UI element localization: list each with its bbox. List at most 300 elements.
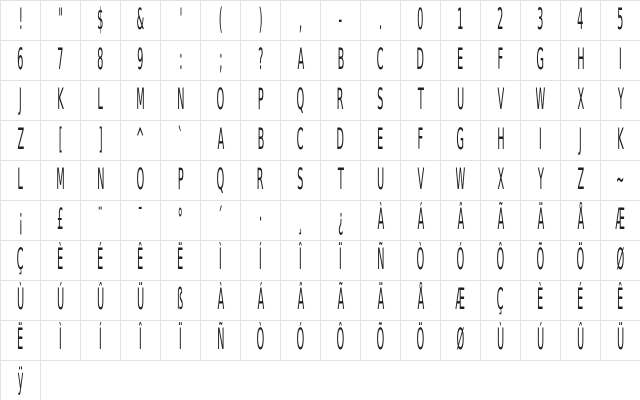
glyph-cell[interactable] [481,161,521,201]
glyph-cell[interactable] [161,201,201,241]
glyph-cell[interactable] [41,281,81,321]
glyph: À [377,202,384,236]
glyph: ^ [136,122,145,156]
glyph: Á [257,282,264,316]
glyph-cell[interactable] [161,161,201,201]
glyph-cell[interactable] [81,161,121,201]
glyph: 5 [617,2,624,36]
glyph: Ù [16,282,25,316]
glyph: ¨ [98,202,103,236]
glyph-cell[interactable] [361,241,401,281]
glyph: Ä [377,282,384,316]
glyph: Ú [56,282,65,316]
glyph: V [417,162,424,196]
glyph: I [539,122,542,156]
empty-area [41,361,640,400]
glyph-cell[interactable] [481,321,521,361]
glyph: Ç [17,242,24,276]
glyph-cell[interactable] [521,201,561,241]
glyph: C [297,122,304,156]
glyph-cell[interactable] [561,161,601,201]
glyph: O [216,82,225,116]
glyph: ° [178,202,183,236]
glyph-row [1,161,640,201]
glyph: " [58,2,63,36]
glyph: Ì [59,322,62,356]
glyph: Õ [376,322,385,356]
glyph: R [337,82,344,116]
glyph: ¸ [298,202,303,236]
glyph: Á [417,202,424,236]
glyph: Ô [336,322,345,356]
glyph-cell[interactable] [361,81,401,121]
glyph: È [57,242,64,276]
glyph-cell[interactable] [561,321,601,361]
glyph-cell[interactable] [321,81,361,121]
glyph: R [257,162,264,196]
glyph: T [337,162,344,196]
glyph: Q [216,162,225,196]
glyph: Ü [136,282,145,316]
glyph-cell[interactable] [201,241,241,281]
glyph: ß [177,282,184,316]
glyph-cell[interactable] [441,161,481,201]
glyph: Ë [17,322,24,356]
glyph-cell[interactable] [201,81,241,121]
glyph: Ì [219,242,222,276]
glyph: K [57,82,64,116]
glyph-cell[interactable] [361,121,401,161]
glyph: Ö [576,242,585,276]
glyph: Y [537,162,544,196]
glyph-cell[interactable] [401,81,441,121]
glyph: L [97,82,104,116]
glyph: X [497,162,504,196]
glyph-row [1,1,640,41]
glyph-cell[interactable] [81,81,121,121]
glyph-cell[interactable] [121,1,161,41]
glyph: [ [58,122,63,156]
glyph: & [136,2,145,36]
glyph: W [455,162,466,196]
glyph: Ó [456,242,465,276]
glyph: N [96,162,105,196]
glyph-cell[interactable] [241,281,281,321]
glyph: Å [417,282,424,316]
glyph: Í [99,322,102,356]
glyph: Ò [256,322,265,356]
glyph: Ü [616,322,625,356]
glyph-cell[interactable] [321,1,361,41]
glyph-cell[interactable] [441,41,481,81]
glyph: ¡ [18,202,23,236]
glyph-cell[interactable] [41,41,81,81]
glyph-cell[interactable] [121,321,161,361]
glyph-cell[interactable] [161,1,201,41]
glyph-cell[interactable] [601,201,640,241]
glyph: Ê [137,242,144,276]
glyph: Ö [416,322,425,356]
glyph: J [19,82,22,116]
glyph-row [1,241,640,281]
glyph: Ã [497,202,504,236]
glyph-cell[interactable] [201,41,241,81]
glyph-cell[interactable] [601,161,640,201]
glyph-cell[interactable] [1,121,41,161]
glyph: Õ [536,242,545,276]
glyph-cell[interactable] [1,1,41,41]
glyph-cell[interactable] [321,241,361,281]
glyph: M [136,82,145,116]
glyph-cell[interactable] [481,281,521,321]
glyph-cell[interactable] [161,281,201,321]
glyph: E [377,122,384,156]
glyph-cell[interactable] [281,1,321,41]
glyph-cell[interactable] [561,81,601,121]
glyph-cell[interactable] [481,1,521,41]
glyph-cell[interactable] [161,321,201,361]
glyph-cell[interactable] [1,161,41,201]
glyph: A [297,42,304,76]
glyph: Ä [537,202,544,236]
glyph-cell[interactable] [441,321,481,361]
glyph-cell[interactable] [481,121,521,161]
glyph: ( [218,2,223,36]
glyph-cell[interactable] [441,1,481,41]
glyph-cell[interactable] [41,161,81,201]
glyph: B [337,42,344,76]
glyph: O [136,162,145,196]
glyph: Å [577,202,584,236]
glyph-cell[interactable] [521,81,561,121]
glyph: Ç [497,282,504,316]
glyph-cell[interactable] [321,41,361,81]
glyph: Û [576,322,585,356]
glyph: Ù [496,322,505,356]
glyph: Ñ [376,242,385,276]
glyph: ~ [616,162,625,196]
glyph-cell[interactable] [361,41,401,81]
glyph: $ [97,2,104,36]
glyph-cell[interactable] [201,161,241,201]
glyph: F [417,122,424,156]
glyph-cell[interactable] [401,281,441,321]
glyph: W [535,82,546,116]
glyph-cell[interactable] [521,321,561,361]
glyph: Î [299,242,302,276]
glyph-cell[interactable] [561,241,601,281]
glyph-cell[interactable] [561,1,601,41]
glyph-cell[interactable] [401,1,441,41]
glyph-cell[interactable] [41,1,81,41]
glyph-cell[interactable] [401,121,441,161]
glyph: Î [139,322,142,356]
glyph: Û [96,282,105,316]
glyph-cell[interactable] [321,161,361,201]
glyph-cell[interactable] [401,241,441,281]
glyph-cell[interactable] [521,41,561,81]
glyph-cell[interactable] [441,201,481,241]
glyph: Ï [179,322,182,356]
glyph: I [619,42,622,76]
glyph: 6 [17,42,24,76]
glyph: Ø [456,322,465,356]
glyph-cell[interactable] [1,281,41,321]
glyph-cell[interactable] [1,241,41,281]
glyph: C [377,42,384,76]
glyph: E [457,42,464,76]
glyph: Ó [296,322,305,356]
glyph: V [497,82,504,116]
glyph-cell[interactable] [441,81,481,121]
glyph-cell[interactable] [41,121,81,161]
glyph-cell[interactable] [321,281,361,321]
glyph: J [579,122,582,156]
glyph: G [536,42,545,76]
glyph: Æ [455,282,466,316]
glyph: Ô [496,242,505,276]
glyph-cell[interactable] [201,321,241,361]
glyph-cell[interactable] [41,201,81,241]
glyph-cell[interactable] [1,321,41,361]
glyph-cell[interactable] [521,121,561,161]
glyph-cell[interactable] [521,281,561,321]
glyph: È [537,282,544,316]
glyph: ) [258,2,263,36]
glyph: 9 [137,42,144,76]
glyph: K [617,122,624,156]
glyph-cell[interactable] [1,201,41,241]
glyph-cell[interactable] [241,81,281,121]
glyph-cell[interactable] [201,1,241,41]
glyph: ? [257,42,264,76]
glyph: T [417,82,424,116]
glyph-cell[interactable] [601,281,640,321]
glyph-row [1,41,640,81]
glyph-cell[interactable] [361,321,401,361]
glyph: Z [577,162,584,196]
glyph-cell[interactable] [161,41,201,81]
glyph: É [97,242,104,276]
glyph-cell[interactable] [441,121,481,161]
glyph-cell[interactable] [321,201,361,241]
glyph: 8 [97,42,104,76]
glyph-cell[interactable] [201,281,241,321]
glyph-cell[interactable] [281,281,321,321]
glyph: Ø [616,242,625,276]
glyph-cell[interactable] [201,121,241,161]
glyph-cell[interactable] [121,161,161,201]
glyph-cell[interactable] [441,281,481,321]
glyph-cell[interactable] [41,241,81,281]
glyph: Ï [339,242,342,276]
glyph-cell[interactable] [1,81,41,121]
glyph: Â [297,282,304,316]
glyph: S [377,82,384,116]
glyph-cell[interactable] [361,161,401,201]
glyph-cell[interactable] [401,201,441,241]
glyph: D [336,122,345,156]
glyph: - [338,2,343,36]
glyph-cell[interactable] [401,321,441,361]
glyph-cell[interactable] [481,241,521,281]
glyph-cell[interactable] [1,41,41,81]
glyph-cell[interactable] [121,281,161,321]
glyph: D [416,42,425,76]
glyph-cell[interactable] [41,81,81,121]
glyph-cell[interactable] [241,1,281,41]
glyph-cell[interactable] [361,1,401,41]
glyph: N [176,82,185,116]
glyph: Í [259,242,262,276]
glyph-cell[interactable] [361,201,401,241]
glyph: U [376,162,385,196]
glyph-cell[interactable] [121,41,161,81]
glyph-cell[interactable] [601,41,640,81]
glyph-cell[interactable] [561,41,601,81]
glyph-cell[interactable] [601,241,640,281]
glyph-cell[interactable] [281,81,321,121]
glyph: , [298,2,303,36]
glyph: É [577,282,584,316]
glyph: ' [179,2,182,36]
glyph-cell[interactable] [121,201,161,241]
glyph: · [258,202,263,236]
glyph-cell[interactable] [281,201,321,241]
glyph: ´ [218,202,223,236]
glyph: L [17,162,24,196]
glyph: Y [617,82,624,116]
glyph-cell[interactable] [241,161,281,201]
glyph-cell[interactable] [521,241,561,281]
glyph-cell[interactable] [281,241,321,281]
glyph: Ë [177,242,184,276]
glyph-cell[interactable] [81,281,121,321]
glyph-cell[interactable] [561,281,601,321]
glyph-cell[interactable] [361,281,401,321]
glyph-cell[interactable] [281,321,321,361]
glyph: H [576,42,585,76]
glyph-cell[interactable] [241,201,281,241]
glyph-cell[interactable] [241,321,281,361]
glyph-cell[interactable] [161,81,201,121]
glyph: ] [98,122,103,156]
glyph-cell[interactable] [241,121,281,161]
glyph-cell[interactable] [241,241,281,281]
glyph-row [1,361,640,400]
glyph: Ú [536,322,545,356]
glyph-cell[interactable] [1,361,41,400]
glyph: P [177,162,184,196]
glyph-cell[interactable] [321,321,361,361]
glyph-row [1,81,640,121]
glyph: ` [178,122,183,156]
glyph-row [1,281,640,321]
glyph: H [496,122,505,156]
glyph: 1 [457,2,464,36]
glyph-cell[interactable] [161,241,201,281]
glyph: : [178,42,183,76]
glyph: X [577,82,584,116]
glyph: ÿ [17,362,24,396]
glyph-cell[interactable] [81,1,121,41]
glyph: Ò [416,242,425,276]
glyph: . [378,2,383,36]
glyph-row [1,121,640,161]
glyph-cell[interactable] [161,121,201,161]
glyph-cell[interactable] [81,201,121,241]
glyph: S [297,162,304,196]
glyph-cell[interactable] [401,161,441,201]
glyph-cell[interactable] [121,241,161,281]
glyph: Z [17,122,24,156]
glyph-cell[interactable] [201,201,241,241]
glyph: U [456,82,465,116]
glyph: B [257,122,264,156]
glyph-cell[interactable] [241,41,281,81]
glyph: ¯ [138,202,143,236]
glyph: A [217,122,224,156]
glyph-cell[interactable] [281,41,321,81]
glyph: ! [18,2,23,36]
glyph: ; [218,42,223,76]
glyph-row [1,321,640,361]
glyph-cell[interactable] [601,321,640,361]
glyph-cell[interactable] [561,121,601,161]
glyph-cell[interactable] [281,161,321,201]
glyph-cell[interactable] [601,1,640,41]
glyph: Æ [615,202,626,236]
glyph: 4 [577,2,584,36]
glyph-cell[interactable] [521,1,561,41]
glyph: P [257,82,264,116]
glyph: 3 [537,2,544,36]
glyph-cell[interactable] [321,121,361,161]
glyph-cell[interactable] [561,201,601,241]
glyph-cell[interactable] [41,321,81,361]
glyph-cell[interactable] [481,201,521,241]
glyph-cell[interactable] [521,161,561,201]
glyph-cell[interactable] [401,41,441,81]
glyph: Ê [617,282,624,316]
glyph: ¿ [337,202,344,236]
glyph-cell[interactable] [81,41,121,81]
glyph-cell[interactable] [81,321,121,361]
glyph-cell[interactable] [281,121,321,161]
glyph: £ [57,202,64,236]
glyph: M [56,162,65,196]
glyph: À [217,282,224,316]
glyph-cell[interactable] [481,41,521,81]
glyph: 0 [417,2,424,36]
glyph: G [456,122,465,156]
glyph-row [1,201,640,241]
glyph: 2 [497,2,504,36]
glyph-cell[interactable] [81,121,121,161]
glyph: Q [296,82,305,116]
glyph-cell[interactable] [121,121,161,161]
glyph-cell[interactable] [481,81,521,121]
glyph-cell[interactable] [601,121,640,161]
glyph: F [497,42,504,76]
glyph-cell[interactable] [81,241,121,281]
glyph-cell[interactable] [601,81,640,121]
glyph: 7 [57,42,64,76]
glyph-cell[interactable] [441,241,481,281]
glyph: Ñ [216,322,225,356]
glyph: Ã [337,282,344,316]
glyph-cell[interactable] [121,81,161,121]
